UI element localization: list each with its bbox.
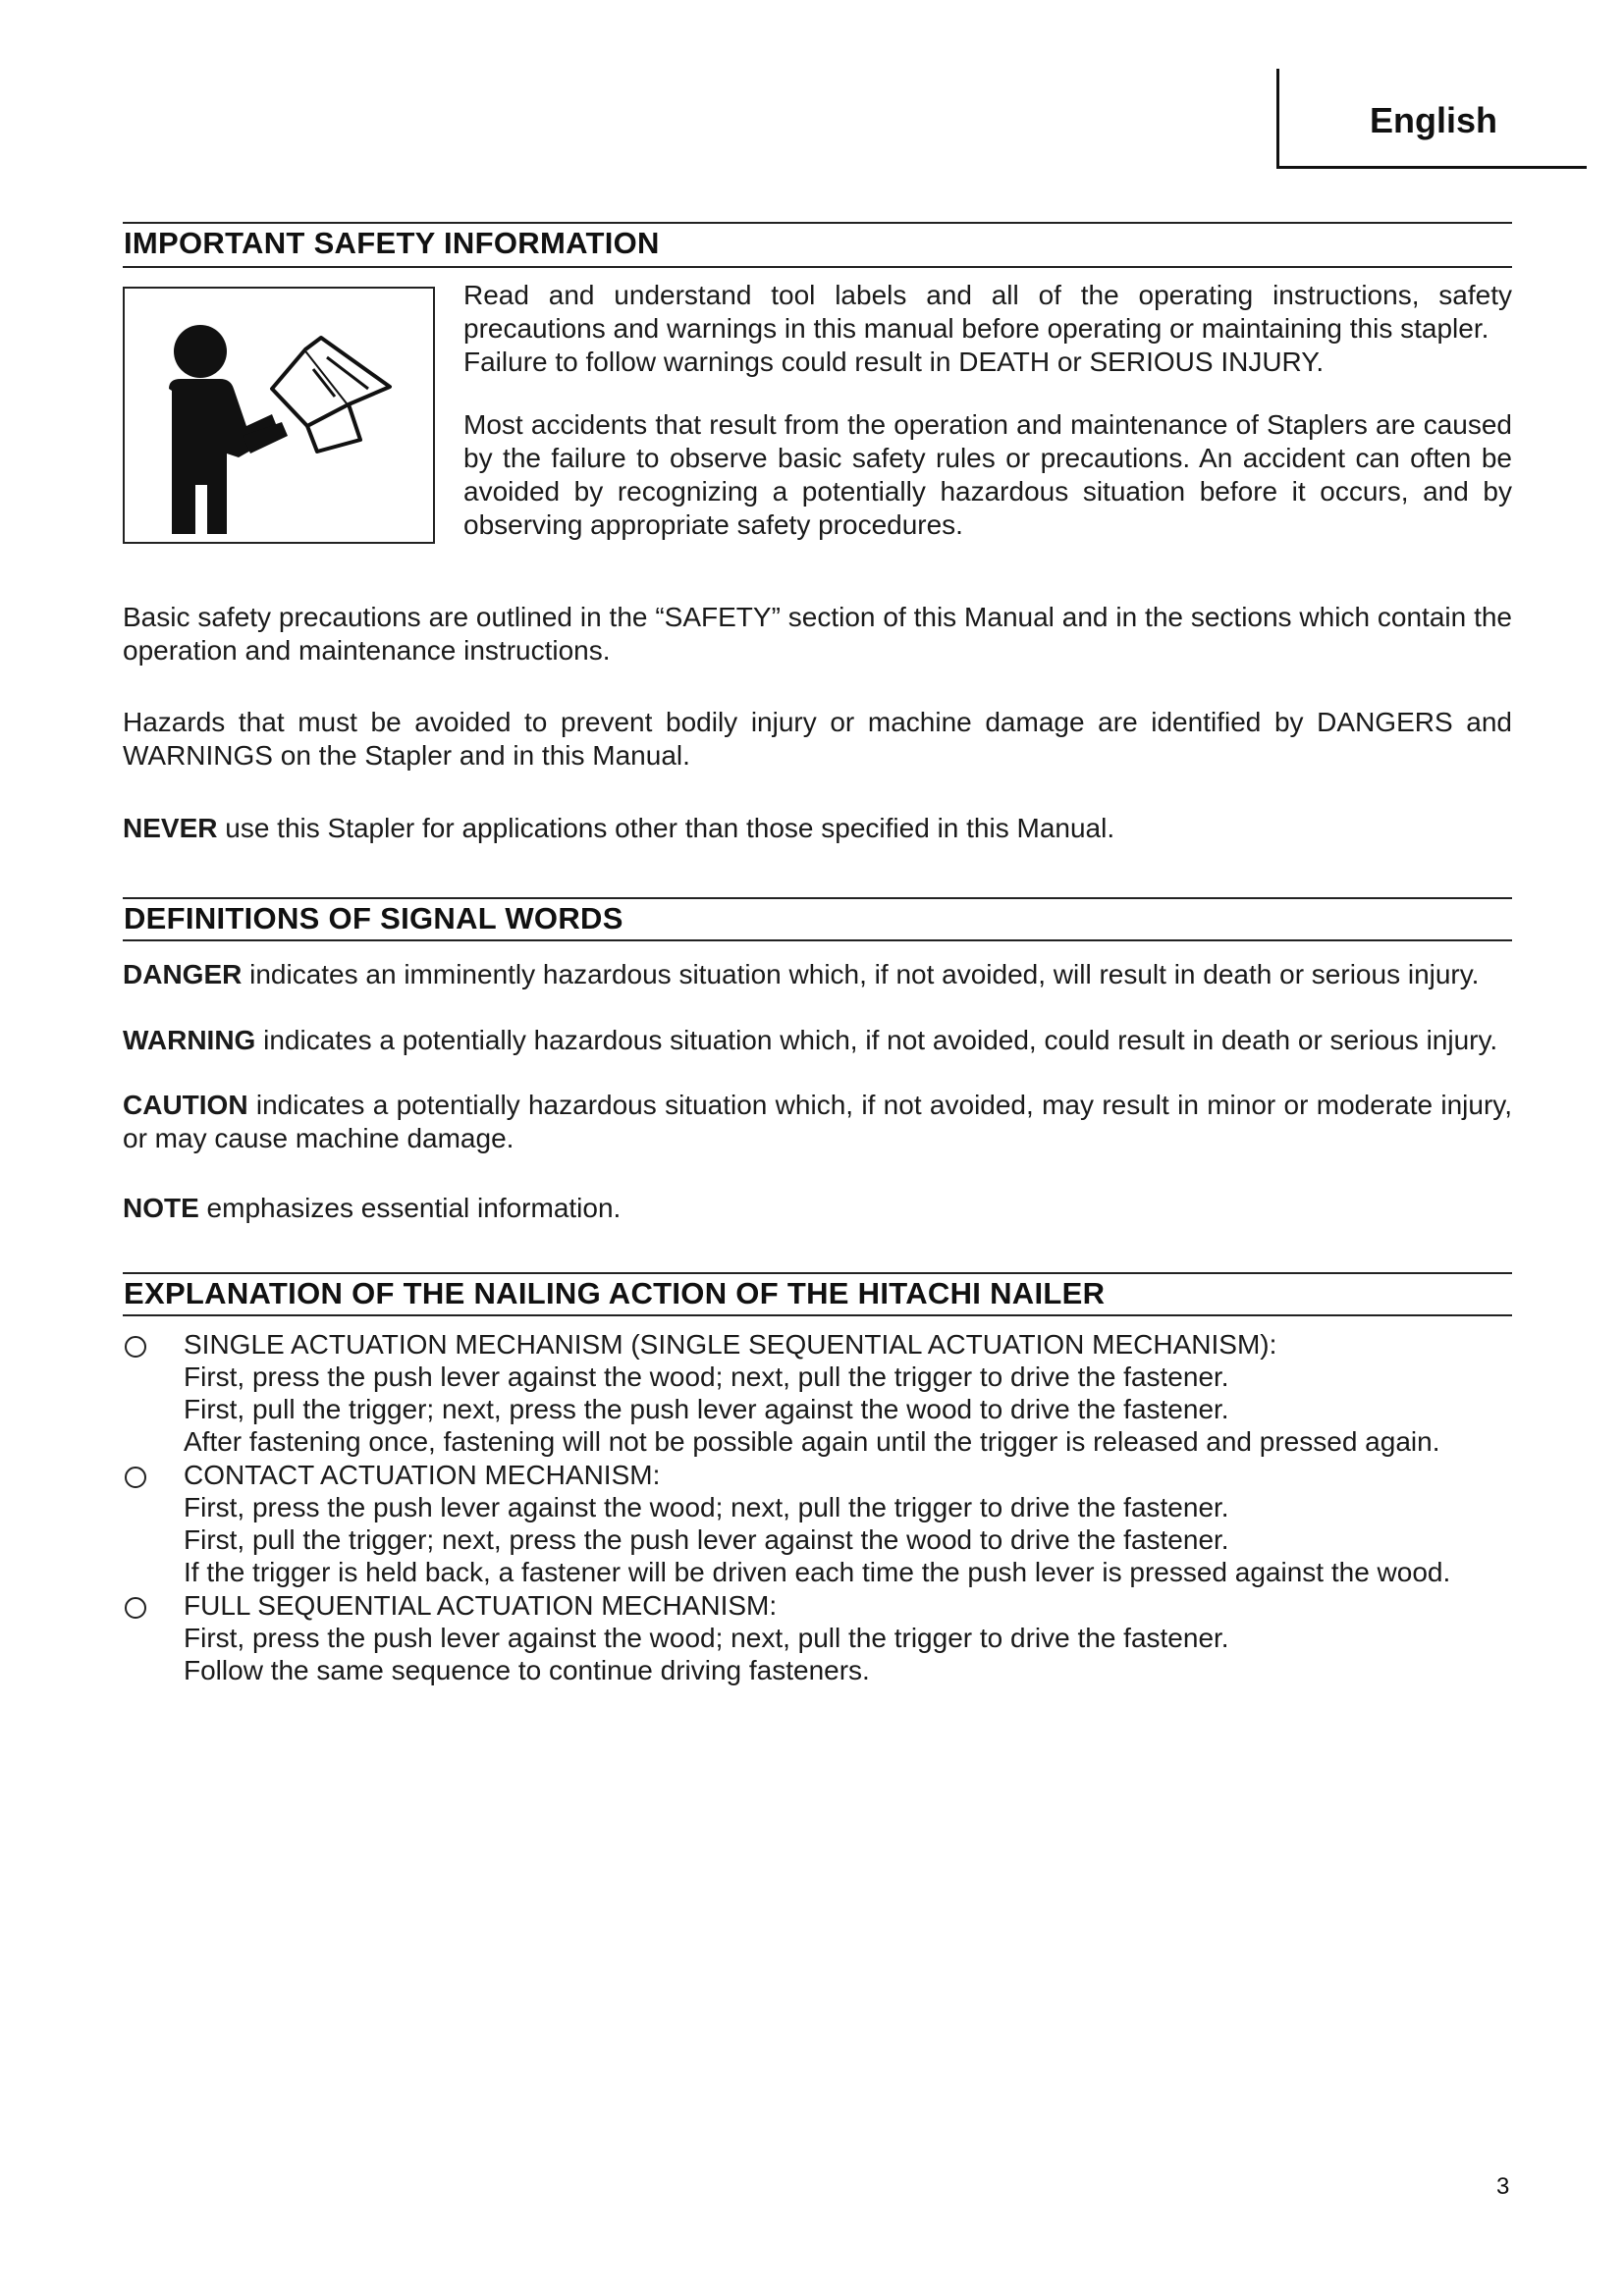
signal-definition: emphasizes essential information. (198, 1193, 622, 1223)
section-title-safety: IMPORTANT SAFETY INFORMATION (124, 226, 660, 260)
section-rule-bottom (123, 1314, 1512, 1316)
mechanism-line: First, press the push lever against the wood; next, pull the trigger to drive the fastener. (184, 1492, 1229, 1522)
mechanism-name: FULL SEQUENTIAL ACTUATION MECHANISM: (184, 1590, 778, 1621)
signal-word-warning (123, 1024, 1512, 1057)
paragraph-never (123, 812, 1512, 845)
mechanism-line: If the trigger is held back, a fastener will be driven each time the push lever is pressed against the wood. (184, 1557, 1451, 1587)
signal-definition: indicates a potentially hazardous situation which, if not avoided, could result in death or serious injury. (255, 1025, 1498, 1055)
paragraph-basic-precautions: Basic safety precautions are outlined in the “SAFETY” section of this Manual and in the sections which contain the operation and maintenance instructions. (123, 602, 1512, 666)
mechanism-line: Follow the same sequence to continue driving fasteners. (184, 1655, 870, 1685)
page-number: 3 (1496, 2173, 1510, 2200)
signal-definition: indicates a potentially hazardous situation which, if not avoided, may result in minor or moderate injury, or may cause machine damage. (123, 1090, 1512, 1153)
person-reading-manual-icon (125, 289, 433, 542)
signal-word-danger (123, 958, 1512, 991)
bullet-circle-icon (125, 1597, 146, 1619)
intro-paragraph: Most accidents that result from the operation and maintenance of Staplers are caused by the failure to observe basic safety rules or precautions. An accident can often be avoided by recognizing a potentially hazardous situation before it occurs, and by observing appropriate safety procedures. (463, 409, 1512, 540)
section-rule-top (123, 1272, 1512, 1274)
signal-keyword: NOTE (123, 1193, 199, 1223)
mechanism-line: First, press the push lever against the wood; next, pull the trigger to drive the fastener. (184, 1623, 1229, 1653)
bullet-circle-icon (125, 1467, 146, 1488)
section-rule-bottom (123, 266, 1512, 268)
language-label: English (1370, 100, 1498, 140)
signal-word-caution (123, 1089, 1512, 1155)
signal-keyword: CAUTION (123, 1090, 248, 1120)
safety-icon-frame (123, 287, 435, 544)
mechanism-line: First, pull the trigger; next, press the push lever against the wood to drive the fastener. (184, 1524, 1229, 1555)
section-rule-top (123, 222, 1512, 224)
signal-keyword: DANGER (123, 959, 243, 989)
signal-definition: indicates an imminently hazardous situation which, if not avoided, will result in death or serious injury. (242, 959, 1480, 989)
paragraph-hazards: Hazards that must be avoided to prevent bodily injury or machine damage are identified by DANGERS and WARNINGS on the Stapler and in this Manual. (123, 707, 1512, 771)
mechanism-name: CONTACT ACTUATION MECHANISM: (184, 1460, 661, 1490)
mechanism-line: After fastening once, fastening will not be possible again until the trigger is released and pressed again. (184, 1426, 1440, 1457)
signal-keyword: WARNING (123, 1025, 256, 1055)
bullet-circle-icon (125, 1336, 146, 1358)
section-rule-top (123, 897, 1512, 899)
section-title-signal-words: DEFINITIONS OF SIGNAL WORDS (124, 901, 623, 935)
signal-word-note (123, 1192, 1512, 1225)
intro-paragraph: Read and understand tool labels and all of the operating instructions, safety precautions and warnings in this manual before operating or maintaining this stapler. (463, 280, 1512, 344)
section-rule-bottom (123, 939, 1512, 941)
never-keyword: NEVER (123, 813, 218, 843)
mechanism-line: First, press the push lever against the wood; next, pull the trigger to drive the fastener. (184, 1362, 1229, 1392)
mechanism-line: First, pull the trigger; next, press the push lever against the wood to drive the fastener. (184, 1394, 1229, 1424)
language-tab (1276, 69, 1587, 169)
never-text: use this Stapler for applications other than those specified in this Manual. (217, 813, 1115, 843)
section-title-nailing-action: EXPLANATION OF THE NAILING ACTION OF THE HITACHI NAILER (124, 1276, 1106, 1310)
safety-intro (463, 279, 1512, 542)
intro-warning-line: Failure to follow warnings could result in DEATH or SERIOUS INJURY. (463, 347, 1325, 377)
mechanism-name: SINGLE ACTUATION MECHANISM (SINGLE SEQUENTIAL ACTUATION MECHANISM): (184, 1329, 1277, 1360)
